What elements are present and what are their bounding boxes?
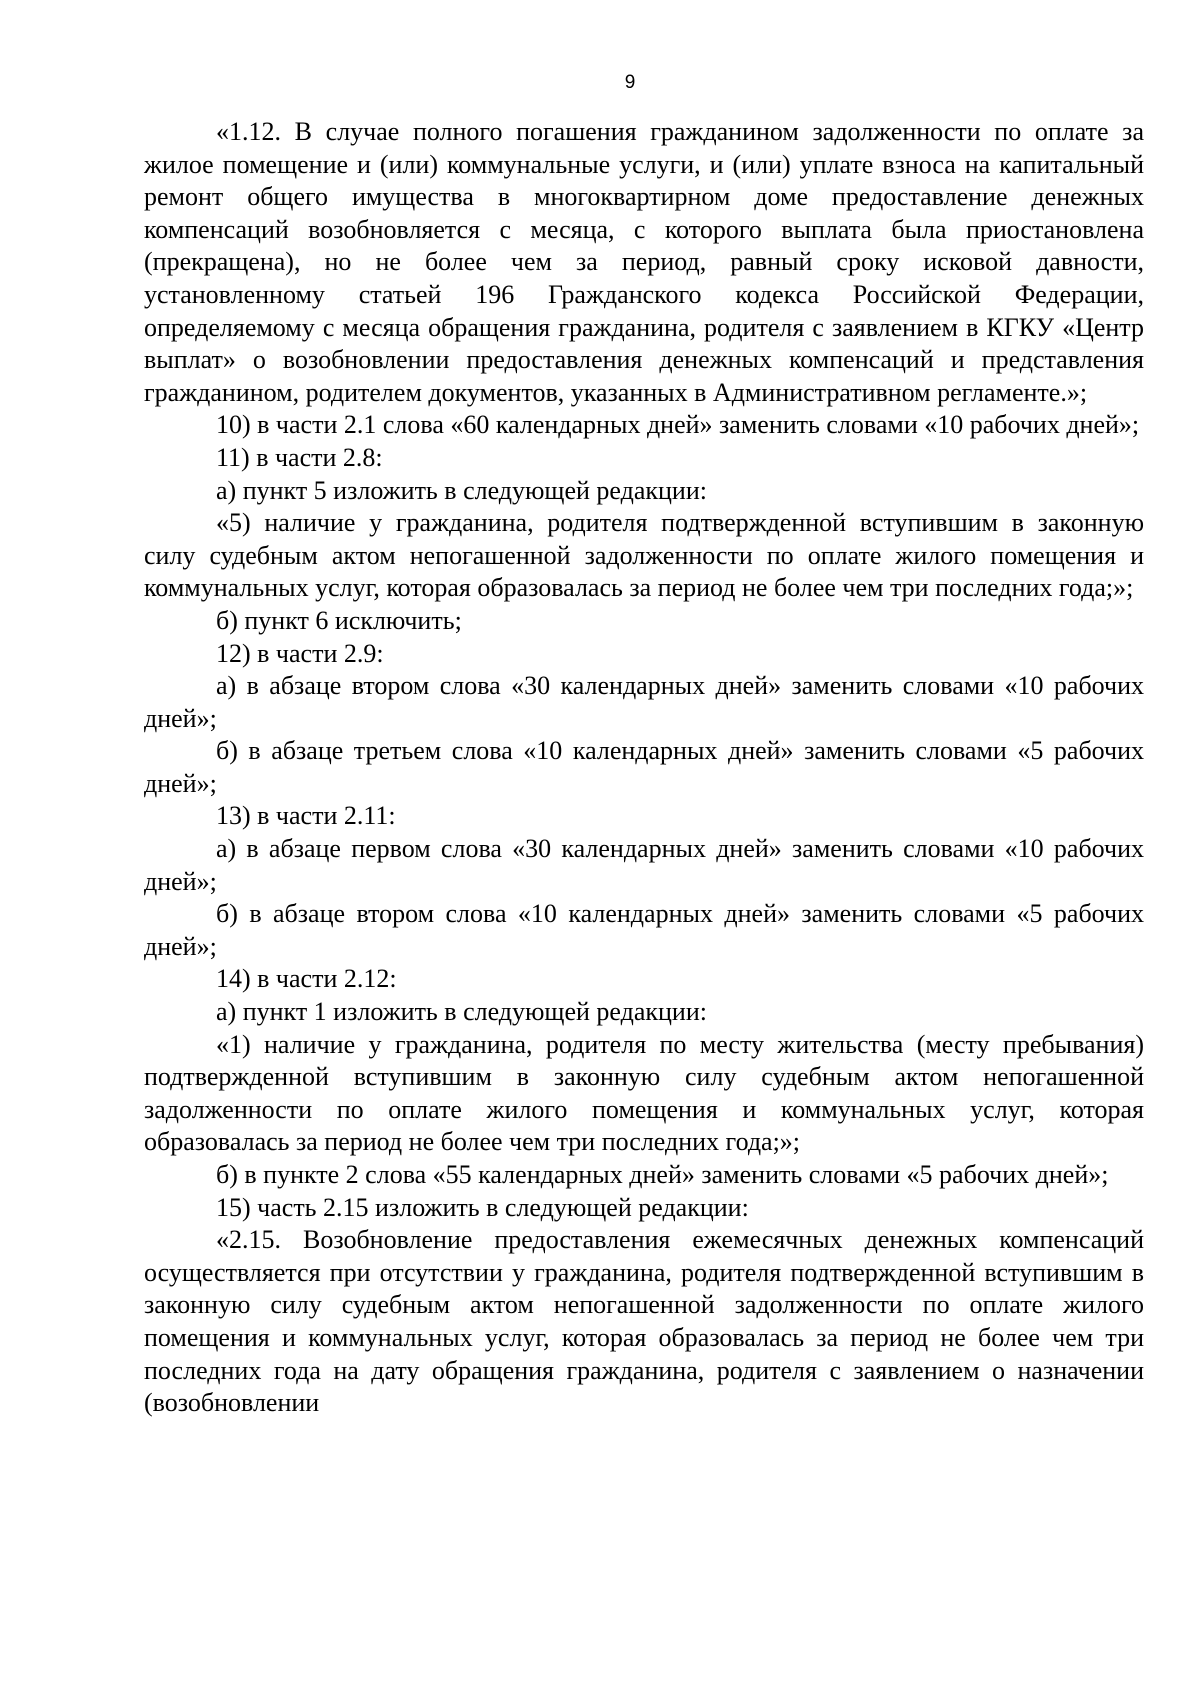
paragraph-quote-1: «1) наличие у гражданина, родителя по месту жительства (месту пребывания) подтвержденной вступившим в законную силу судебным актом непогашенной задолженности по оплате жилого помещения и коммунальных услуг, которая образовалась за период не более чем три последних года;»; xyxy=(144,1029,1144,1157)
paragraph-quote-5: «5) наличие у гражданина, родителя подтвержденной вступившим в законную силу судебным актом непогашенной задолженности по оплате жилого помещения и коммунальных услуг, которая образовалась за период не более чем три последних года;»; xyxy=(144,508,1144,603)
paragraph-item-12-b: б) в абзаце третьем слова «10 календарных дней» заменить словами «5 рабочих дней»; xyxy=(144,736,1144,798)
paragraph-quote-2-15: «2.15. Возобновление предоставления ежемесячных денежных компенсаций осуществляется при отсутствии у гражданина, родителя подтвержденной вступившим в законную силу судебным актом непогашенной задолженности по оплате жилого помещения и коммунальных услуг, которая образовалась за период не более чем три последних года на дату обращения гражданина, родителя с заявлением о назначении (возобновлении xyxy=(144,1225,1144,1418)
paragraph-1-12: «1.12. В случае полного погашения гражданином задолженности по оплате за жилое помещение и (или) коммунальные услуги, и (или) уплате взноса на капитальный ремонт общего имущества в многоквартирном доме предоставление денежных компенсаций возобновляется с месяца, с которого выплата была приостановлена (прекращена), но не более чем за период, равный сроку исковой давности, установленному статьей 196 Гражданского кодекса Российской Федерации, определяемому с месяца обращения гражданина, родителя с заявлением в КГКУ «Центр выплат» о возобновлении предоставления денежных компенсаций и представления гражданином, родителем документов, указанных в Административном регламенте.»; xyxy=(144,117,1144,407)
paragraph-item-12-a: а) в абзаце втором слова «30 календарных дней» заменить словами «10 рабочих дней»; xyxy=(144,671,1144,733)
paragraph-item-11: 11) в части 2.8: xyxy=(216,442,383,472)
paragraph-item-14-b: б) в пункте 2 слова «55 календарных дней» заменить словами «5 рабочих дней»; xyxy=(216,1160,1109,1189)
document-body xyxy=(144,116,1144,1420)
paragraph-item-13: 13) в части 2.11: xyxy=(216,801,396,831)
paragraph-item-12: 12) в части 2.9: xyxy=(216,638,384,668)
paragraph-item-15: 15) часть 2.15 изложить в следующей редакции: xyxy=(216,1192,749,1222)
paragraph-item-13-b: б) в абзаце втором слова «10 календарных дней» заменить словами «5 рабочих дней»; xyxy=(144,899,1144,961)
page-number: 9 xyxy=(624,72,636,93)
paragraph-item-14: 14) в части 2.12: xyxy=(216,964,397,994)
paragraph-item-10: 10) в части 2.1 слова «60 календарных дней» заменить словами «10 рабочих дней»; xyxy=(216,410,1140,440)
paragraph-item-14-a: а) пункт 1 изложить в следующей редакции: xyxy=(216,997,707,1027)
paragraph-item-11-a: а) пункт 5 изложить в следующей редакции: xyxy=(216,475,707,505)
paragraph-item-11-b: б) пункт 6 исключить; xyxy=(216,605,462,635)
paragraph-item-13-a: а) в абзаце первом слова «30 календарных дней» заменить словами «10 рабочих дней»; xyxy=(144,834,1144,896)
